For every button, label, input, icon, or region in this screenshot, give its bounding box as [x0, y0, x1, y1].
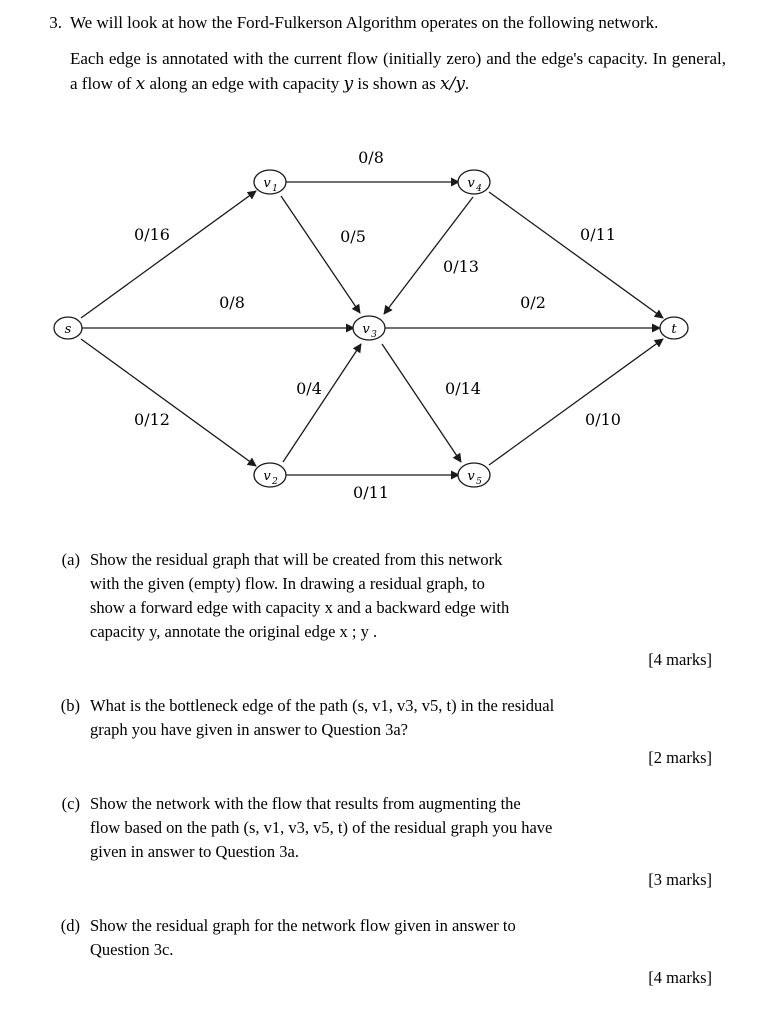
part-b-line-2: graph you have given in answer to Question 3a?: [90, 720, 408, 739]
part-c-line-1: Show the network with the flow that results from augmenting the: [90, 794, 521, 813]
question-parts: [36, 548, 726, 1012]
part-a-label: (a): [61, 550, 80, 569]
node-label-s: s: [64, 322, 72, 337]
node-label-v1: v: [263, 176, 271, 191]
paragraph2-end: .: [464, 74, 470, 93]
edge-label-v2-v3: 0/4: [296, 379, 322, 398]
edge-label-v3-v5: 0/14: [445, 379, 481, 398]
part-d: [36, 914, 726, 990]
part-d-label: (d): [60, 916, 80, 935]
node-label-t: t: [671, 322, 677, 337]
node-sub-v3: 3: [371, 330, 377, 340]
part-d-line-2: Question 3c.: [90, 940, 174, 959]
part-c-line-2: flow based on the path (s, v1, v3, v5, t) of the residual graph you have: [90, 818, 553, 837]
question-number: 3.: [49, 13, 62, 32]
part-a-body: [90, 548, 726, 672]
edge-s-v2: [81, 339, 256, 466]
part-c-body: [90, 792, 726, 892]
network-figure: [36, 150, 726, 520]
part-c-label: (c): [61, 794, 80, 813]
paragraph2-post: is shown as: [353, 74, 440, 93]
part-c-marks: [3 marks]: [648, 870, 712, 889]
edge-v4-t: [489, 192, 663, 318]
edge-label-s-v1: 0/16: [134, 225, 170, 244]
paragraph2-var-x: x: [135, 74, 146, 94]
node-sub-v5: 5: [476, 477, 482, 487]
edge-label-v1-v3: 0/5: [340, 227, 366, 246]
edge-label-s-v3: 0/8: [219, 293, 245, 312]
part-a-marks: [4 marks]: [648, 650, 712, 669]
part-a-line-1: Show the residual graph that will be created from this network: [90, 550, 503, 569]
part-b: [36, 694, 726, 770]
part-d-marks: [4 marks]: [648, 968, 712, 987]
part-d-line-1: Show the residual graph for the network flow given in answer to: [90, 916, 516, 935]
paragraph2-fraction: x/y: [440, 74, 465, 94]
paragraph2-mid: along an edge with capacity: [145, 74, 344, 93]
question-paragraph-2-row: [36, 46, 726, 97]
part-c: [36, 792, 726, 892]
paragraph2-var-y: y: [343, 74, 354, 94]
edge-v3-v5: [382, 344, 461, 462]
node-sub-v2: 2: [272, 477, 278, 487]
question-paragraph-1: We will look at how the Ford-Fulkerson Algorithm operates on the following network.: [70, 13, 659, 32]
part-b-marks: [2 marks]: [648, 748, 712, 767]
question-intro-row: [36, 10, 726, 35]
edge-label-v5-t: 0/10: [585, 410, 621, 429]
part-a-line-2: with the given (empty) flow. In drawing a residual graph, to: [90, 574, 485, 593]
edge-label-v4-t: 0/11: [580, 225, 616, 244]
part-c-line-3: given in answer to Question 3a.: [90, 842, 299, 861]
graph-node-labels: [65, 176, 678, 487]
part-a-line-3: show a forward edge with capacity x and a backward edge with: [90, 598, 510, 617]
edge-label-s-v2: 0/12: [134, 410, 170, 429]
node-label-v2: v: [263, 469, 271, 484]
part-b-body: [90, 694, 726, 770]
node-sub-v4: 4: [476, 184, 482, 194]
edge-label-v2-v5: 0/11: [353, 483, 389, 502]
question-3-block: [36, 10, 726, 97]
node-sub-v1: 1: [272, 184, 278, 194]
part-d-body: [90, 914, 726, 990]
node-label-v5: v: [467, 469, 475, 484]
edge-label-v1-v4: 0/8: [358, 150, 384, 167]
edge-label-v4-v3: 0/13: [443, 257, 479, 276]
node-label-v4: v: [467, 176, 475, 191]
part-b-line-1: What is the bottleneck edge of the path (s, v1, v3, v5, t) in the residual: [90, 696, 555, 715]
part-a-line-4: capacity y, annotate the original edge x ; y .: [90, 622, 378, 641]
edge-v5-t: [489, 339, 663, 465]
node-label-v3: v: [362, 322, 370, 337]
paragraph2-pre: Each edge is annotated with the current flow (initially zero) and the edge's capacity. In general, a flow of: [70, 49, 726, 93]
part-a: [36, 548, 726, 672]
part-b-label: (b): [60, 696, 80, 715]
edge-v1-v3: [281, 196, 360, 313]
edge-v4-v3: [384, 197, 473, 314]
edge-v2-v3: [283, 344, 361, 462]
question-paragraph-2: [70, 46, 726, 97]
edge-label-v3-t: 0/2: [520, 293, 546, 312]
